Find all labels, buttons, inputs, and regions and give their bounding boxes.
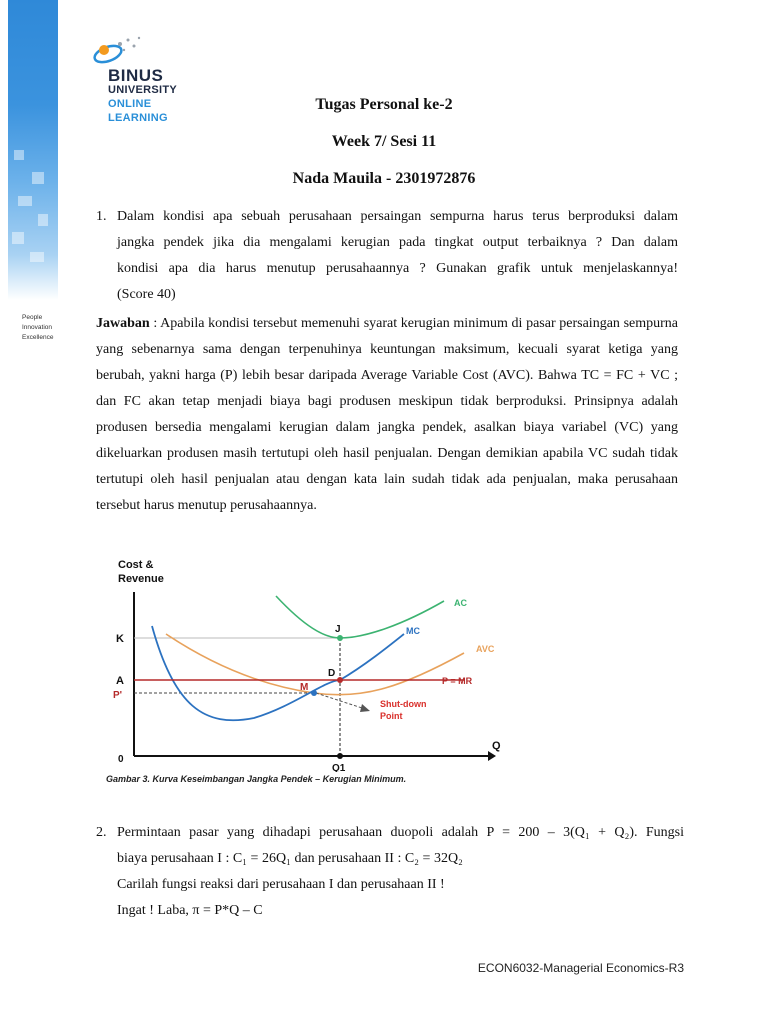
x-axis-label: Q (492, 740, 501, 752)
y-axis-label: Revenue (118, 573, 164, 585)
avc-curve (166, 634, 464, 695)
document-author: Nada Mauila - 2301972876 (292, 170, 476, 187)
curve-label-price: P = MR (442, 676, 473, 686)
point-label-d: D (328, 668, 336, 679)
question-2-line: biaya perusahaan I : C₁ = 26Q₁ dan perusahaan II : C₂ = 32Q₂ (117, 851, 463, 866)
question-1-line: Dalam kondisi apa sebuah perusahaan persaingan sempurna harus terus berproduksi dalam (117, 209, 678, 224)
y-tick-p-prime: P' (113, 690, 123, 701)
shutdown-arrowhead (360, 704, 370, 712)
point-label-j: J (335, 624, 341, 635)
origin-label: 0 (118, 754, 124, 765)
brand-name: BINUS (108, 66, 164, 85)
question-1 (96, 204, 678, 308)
question-1-line: kondisi apa dia harus menutup perusahaannya ? Gunakan grafik untuk menjelaskannya! (117, 261, 678, 276)
y-tick-a: A (116, 675, 124, 687)
point-d (337, 677, 343, 683)
document-week: Week 7/ Sesi 11 (331, 133, 437, 150)
answer-text: : Apabila kondisi tersebut memenuhi syarat kerugian minimum di pasar persaingan sempurna yang sebenarnya sama dengan terpenuhinya keuntungan maksimum, kecuali syarat ketiga yang berubah, yakni harga (P) lebih besar daripada Average Variable Cost (AVC). Bahwa TC = FC + VC ; dan FC akan tetap menjadi biaya bagi produsen meskipun tidak berproduksi. Prinsipnya adalah produsen bersedia mengalami kerugian dalam jangka pendek, asalkan biaya variabel (VC) yang dikeluarkan produsen masih tertutupi oleh hasil penjualan. Dengan demikian apabila VC sudah tidak tertutupi oleh hasil penjualan atau dengan kata lain sudah tidak ada penjualan, maka perusahaan tersebut harus menutup perusahaannya. (96, 316, 678, 513)
x-axis-arrow (488, 751, 496, 761)
curve-label-ac: AC (454, 598, 467, 608)
question-2-line: Carilah fungsi reaksi dari perusahaan I dan perusahaan II ! (117, 877, 445, 892)
shutdown-label: Point (380, 711, 403, 721)
question-2 (96, 820, 684, 924)
shutdown-label: Shut-down (380, 699, 427, 709)
brand-line2: ONLINE (108, 98, 152, 110)
point-label-m: M (300, 682, 309, 693)
question-1-line: (Score 40) (117, 287, 176, 302)
cost-revenue-figure (104, 556, 506, 796)
answer-label: Jawaban (96, 316, 150, 331)
curve-label-mc: MC (406, 626, 420, 636)
answer-paragraph (96, 311, 678, 519)
question-2-number: 2. (96, 825, 107, 840)
point-m (311, 690, 317, 696)
question-1-line: jangka pendek jika dia mengalami kerugian pada tingkat output terbaiknya ? Dan dalam (117, 235, 678, 250)
y-tick-k: K (116, 633, 124, 645)
figure-caption: Gambar 3. Kurva Keseimbangan Jangka Pendek – Kerugian Minimum. (106, 774, 407, 784)
brand-tagline: People Innovation Excellence (22, 314, 54, 341)
footer-course-code: ECON6032-Managerial Economics-R3 (477, 961, 684, 975)
document-title: Tugas Personal ke-2 (315, 96, 453, 113)
x-tick-q1: Q1 (332, 763, 346, 772)
question-1-number: 1. (96, 209, 107, 224)
point-j (337, 635, 343, 641)
question-2-line: Permintaan pasar yang dihadapi perusahaan duopoli adalah P = 200 – 3(Q₁ + Q₂). Fungsi (117, 825, 684, 840)
curve-label-avc: AVC (476, 644, 495, 654)
brand-line1: UNIVERSITY (108, 84, 178, 96)
point-q1 (337, 753, 343, 759)
question-2-line: Ingat ! Laba, π = P*Q – C (117, 903, 263, 918)
mc-curve (152, 626, 404, 720)
brand-line3: LEARNING (108, 112, 168, 124)
y-axis-label: Cost & (118, 559, 154, 571)
cost-revenue-diagram (104, 556, 506, 772)
